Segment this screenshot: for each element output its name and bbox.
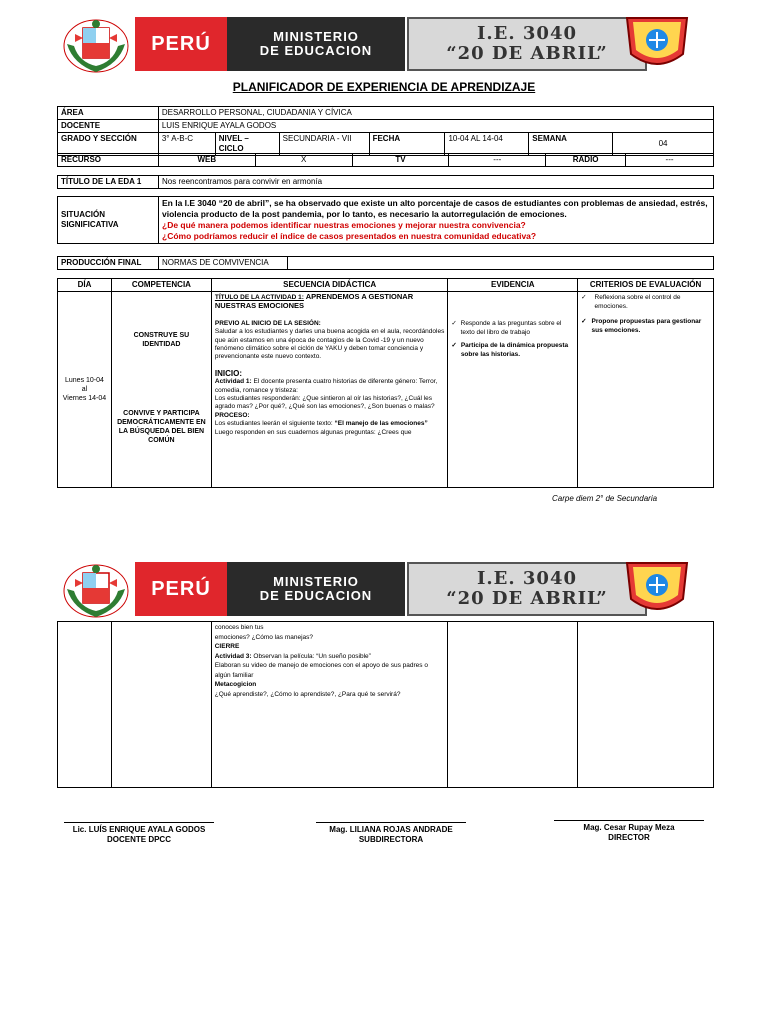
peru-banner: PERÚ bbox=[135, 562, 227, 616]
peru-shield-logo bbox=[63, 559, 129, 619]
signature-name: Mag. Cesar Rupay Meza bbox=[583, 823, 675, 832]
evidencia-cell-continued bbox=[448, 622, 578, 788]
school-code: I.E. 3040 bbox=[476, 568, 578, 589]
actividad1-text: El docente presenta cuatro historias de diferente género: Terror, comedia, romance y tristeza: bbox=[214, 378, 438, 394]
proceso-text-c: Luego responden en sus cuadernos algunas preguntas: ¿Crees que bbox=[214, 428, 412, 436]
signature-role: DIRECTOR bbox=[608, 833, 650, 842]
evidencia-cell bbox=[448, 292, 578, 488]
page-header bbox=[57, 12, 717, 76]
radio-value: --- bbox=[626, 154, 714, 167]
school-crest-logo bbox=[623, 14, 691, 74]
check-icon: ✓ bbox=[581, 294, 587, 301]
actividad3-text: Observan la película: “Un sueño posible” bbox=[253, 652, 371, 660]
semana-value: 04 bbox=[613, 133, 714, 156]
row-situacion bbox=[58, 197, 714, 244]
situacion-table bbox=[57, 196, 714, 244]
eda-value: Nos reencontramos para convivir en armonía bbox=[159, 176, 714, 189]
check-icon: ✓ bbox=[451, 320, 457, 327]
dia-cell-continued bbox=[58, 622, 112, 788]
criterios-cell bbox=[578, 292, 714, 488]
criterio-item-2 bbox=[581, 317, 710, 335]
ministerio-line-1: MINISTERIO bbox=[273, 574, 359, 589]
check-icon: ✓ bbox=[451, 342, 457, 349]
actividad-title bbox=[215, 293, 445, 312]
secuencia-cell-continued bbox=[211, 622, 448, 788]
evidencia-1: Responde a las preguntas sobre el texto del libro de trabajo bbox=[460, 320, 562, 336]
col-competencia: COMPETENCIA bbox=[111, 279, 211, 292]
signature-line bbox=[64, 822, 214, 823]
docente-value: LUIS ENRIQUE AYALA GODOS bbox=[158, 120, 713, 133]
produccion-value: NORMAS DE COMVIVENCIA bbox=[159, 257, 288, 270]
signature-role: SUBDIRECTORA bbox=[358, 835, 424, 844]
criterio-1: Reflexiona sobre el control de emociones. bbox=[594, 294, 681, 310]
evidencia-item-1 bbox=[451, 319, 574, 337]
col-evidencia: EVIDENCIA bbox=[448, 279, 578, 292]
situacion-label: SITUACIÓN SIGNIFICATIVA bbox=[58, 197, 159, 244]
cierre-text: Elaboran su video de manejo de emociones con el apoyo de sus padres o algún familiar bbox=[214, 662, 428, 679]
recurso-table bbox=[57, 153, 714, 167]
proceso-label: PROCESO: bbox=[214, 411, 250, 419]
signature-director bbox=[554, 820, 704, 843]
ministerio-banner bbox=[227, 562, 405, 616]
col-dia: DÍA bbox=[58, 279, 112, 292]
cierre-label: CIERRE bbox=[214, 643, 240, 650]
inicio-text: Los estudiantes responderán: ¿Que sintieron al oír las historias?, ¿Cuál les agrado mas? ¿Por qué?, ¿Qué son las emociones?, ¿Son buenas o malas? bbox=[214, 395, 435, 411]
criterios-cell-continued bbox=[578, 622, 714, 788]
competencia-2: CONVIVE Y PARTICIPA DEMOCRÁTICAMENTE EN LA BÚSQUEDA DEL BIEN COMÚN bbox=[117, 410, 206, 444]
area-label: ÁREA bbox=[58, 107, 159, 120]
evidencia-item-2 bbox=[451, 341, 574, 359]
signature-line bbox=[316, 822, 466, 823]
competencia-cell bbox=[111, 292, 211, 488]
competencia-cell-continued bbox=[111, 622, 211, 788]
row-eda bbox=[58, 176, 714, 189]
dia-cell bbox=[58, 292, 112, 488]
ministerio-banner bbox=[227, 17, 405, 71]
info-table bbox=[57, 106, 714, 156]
semana-label: SEMANA bbox=[529, 133, 613, 156]
ministerio-line-1: MINISTERIO bbox=[273, 29, 359, 44]
col-secuencia: SECUENCIA DIDÁCTICA bbox=[211, 279, 448, 292]
criterio-item-1 bbox=[581, 293, 710, 311]
school-name: “20 DE ABRIL” bbox=[446, 43, 608, 64]
school-name: “20 DE ABRIL” bbox=[446, 588, 608, 609]
meta-label: Metacogicion bbox=[214, 681, 257, 688]
plan-row-continued bbox=[58, 622, 714, 788]
previo-label: PREVIO AL INICIO DE LA SESIÓN: bbox=[214, 319, 321, 327]
grado-value: 3° A-B-C bbox=[158, 133, 215, 156]
tv-label: TV bbox=[352, 154, 449, 167]
row-area bbox=[58, 107, 714, 120]
fecha-value: 10-04 AL 14-04 bbox=[445, 133, 529, 156]
cont-2: emociones? ¿Cómo las manejas? bbox=[214, 633, 314, 641]
ministerio-line-2: DE EDUCACION bbox=[259, 43, 373, 58]
situacion-question-2: ¿Cómo podríamos reducir el índice de casos presentados en nuestra comunidad educativa? bbox=[162, 231, 537, 241]
eda-table bbox=[57, 175, 714, 189]
area-value: DESARROLLO PERSONAL, CIUDADANIA Y CÍVICA bbox=[158, 107, 713, 120]
produccion-empty bbox=[288, 257, 714, 270]
signature-name: Lic. LUÍS ENRIQUE AYALA GODOS bbox=[72, 825, 206, 834]
dia-2: al bbox=[81, 386, 88, 393]
fecha-label: FECHA bbox=[369, 133, 445, 156]
check-icon: ✓ bbox=[581, 318, 587, 325]
tv-value: --- bbox=[449, 154, 546, 167]
evidencia-2: Participa de la dinámica propuesta sobre las historias. bbox=[460, 342, 569, 358]
dia-1: Lunes 10-04 bbox=[65, 377, 104, 384]
plan-header-row bbox=[58, 279, 714, 292]
proceso-text-a: Los estudiantes leerán el siguiente texto: bbox=[214, 420, 333, 428]
signature-line bbox=[554, 820, 704, 821]
signature-name: Mag. LILIANA ROJAS ANDRADE bbox=[329, 825, 453, 834]
web-label: WEB bbox=[158, 154, 255, 167]
plan-row bbox=[58, 292, 714, 488]
school-crest-logo bbox=[623, 559, 691, 619]
row-docente bbox=[58, 120, 714, 133]
plan-table bbox=[57, 278, 714, 488]
signature-role: DOCENTE DPCC bbox=[106, 835, 171, 844]
proceso-text bbox=[215, 420, 445, 428]
eda-label: TÍTULO DE LA EDA 1 bbox=[58, 176, 159, 189]
competencia-1: CONSTRUYE SU IDENTIDAD bbox=[133, 332, 190, 348]
school-code: I.E. 3040 bbox=[476, 23, 578, 44]
school-banner bbox=[407, 562, 647, 616]
situacion-question-1: ¿De qué manera podemos identificar nuestras emociones y mejorar nuestra convivencia? bbox=[162, 220, 526, 230]
actividad1 bbox=[215, 378, 445, 395]
col-criterios: CRITERIOS DE EVALUACIÓN bbox=[578, 279, 714, 292]
dia-3: Viernes 14-04 bbox=[62, 395, 107, 402]
produccion-label: PRODUCCIÓN FINAL bbox=[58, 257, 159, 270]
nivel-label: NIVEL – CICLO bbox=[215, 133, 279, 156]
proceso-text-b: “El manejo de las emociones” bbox=[334, 420, 428, 428]
signature-subdirectora bbox=[316, 822, 466, 845]
page-title: PLANIFICADOR DE EXPERIENCIA DE APRENDIZAJE bbox=[232, 80, 536, 94]
ministerio-line-2: DE EDUCACION bbox=[259, 588, 373, 603]
peru-banner: PERÚ bbox=[135, 17, 227, 71]
actividad3 bbox=[215, 652, 445, 662]
inicio-label: INICIO: bbox=[214, 368, 242, 378]
nivel-value: SECUNDARIA - VII bbox=[279, 133, 369, 156]
recurso-label: RECURSO bbox=[58, 154, 159, 167]
signature-docente bbox=[64, 822, 214, 845]
row-recurso bbox=[58, 154, 714, 167]
peru-shield-logo bbox=[63, 14, 129, 74]
situacion-value bbox=[159, 197, 714, 244]
actividad1-label: Actividad 1: bbox=[214, 378, 252, 386]
previo-text: Saludar a los estudiantes y darles una buena acogida en el aula, recordándoles que aún estamos en una época de contagios de la Covid -19 y un nuevo fenómeno climático sobre el ciclón de YAKU y deben tomar conciencia y prevencionante este nuevo contexto. bbox=[214, 328, 445, 361]
situacion-text: En la I.E 3040 “20 de abril”, se ha observado que existe un alto porcentaje de casos de estudiantes con problemas de ansiedad, estrés, violencia producto de la post pandemia, por lo tanto, es necesario la autorregulación de emociones. bbox=[162, 198, 708, 219]
actividad-name: APRENDEMOS A GESTIONAR NUESTRAS EMOCIONES bbox=[214, 292, 414, 311]
produccion-table bbox=[57, 256, 714, 270]
actividad-label: TÍTULO DE LA ACTIVIDAD 1: bbox=[214, 294, 304, 301]
cont-1: conoces bien tus bbox=[214, 624, 264, 631]
grado-label: GRADO Y SECCIÓN bbox=[58, 133, 159, 156]
web-value: X bbox=[255, 154, 352, 167]
criterio-2: Propone propuestas para gestionar sus emociones. bbox=[591, 318, 702, 334]
footer-note: Carpe diem 2° de Secundaria bbox=[552, 494, 658, 503]
radio-label: RADIO bbox=[546, 154, 626, 167]
plan-table-continued bbox=[57, 621, 714, 788]
school-banner bbox=[407, 17, 647, 71]
secuencia-cell bbox=[211, 292, 448, 488]
docente-label: DOCENTE bbox=[58, 120, 159, 133]
page-header-2 bbox=[57, 557, 717, 621]
meta-text: ¿Qué aprendiste?, ¿Cómo lo aprendiste?, ¿Para qué te servirá? bbox=[214, 690, 401, 698]
row-produccion bbox=[58, 257, 714, 270]
actividad3-label: Actividad 3: bbox=[214, 652, 252, 660]
